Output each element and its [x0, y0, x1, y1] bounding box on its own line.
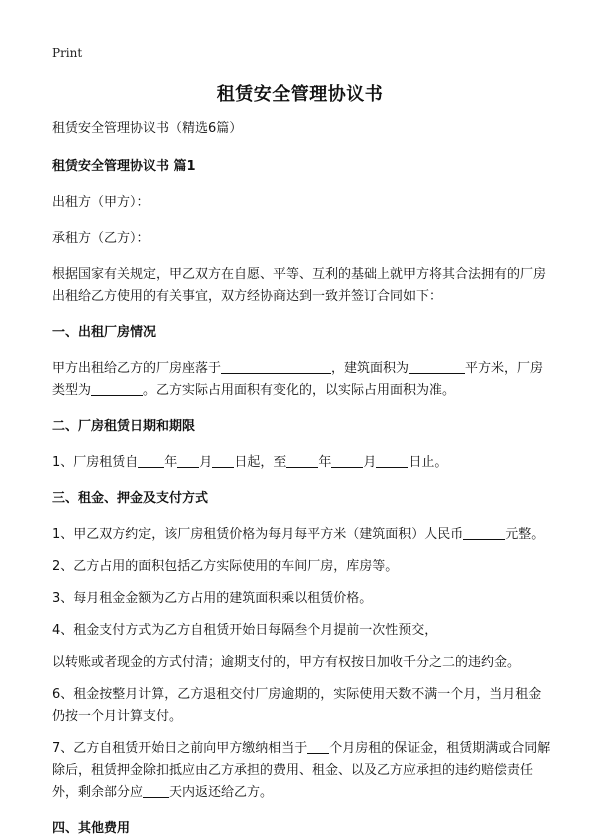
- section-3-item-3: 3、每月租金金额为乙方占用的建筑面积乘以租赁价格。: [52, 591, 373, 606]
- print-link[interactable]: Print: [52, 46, 83, 60]
- text-segment: 元整。: [505, 527, 545, 542]
- blank-type: [91, 381, 143, 396]
- blank-end-month: [331, 453, 363, 468]
- blank-start-month: [177, 453, 199, 468]
- section-2-paragraph: [52, 452, 552, 474]
- text-segment: 7、乙方自租赁开始日之前向甲方缴纳相当于: [52, 741, 308, 756]
- text-segment: 。乙方实际占用面积有变化的，以实际占用面积为准。: [143, 383, 456, 398]
- section-3-heading: 三、租金、押金及支付方式: [52, 491, 209, 506]
- lessee-line: 承租方（乙方）：: [52, 231, 150, 246]
- text-segment: 日止。: [408, 455, 448, 470]
- text-segment: 月: [363, 455, 377, 470]
- blank-area: [409, 359, 465, 374]
- document-subtitle: 租赁安全管理协议书（精选6篇）: [52, 121, 243, 136]
- section-1-heading: 一、出租厂房情况: [52, 325, 157, 340]
- section-3-item-2: 2、乙方占用的面积包括乙方实际使用的车间厂房，库房等。: [52, 559, 399, 574]
- article-heading: 租赁安全管理协议书 篇1: [52, 159, 196, 174]
- document-title: 租赁安全管理协议书: [216, 84, 384, 105]
- section-3-item-1: [52, 524, 552, 546]
- lessor-line: 出租方（甲方）：: [52, 195, 150, 210]
- blank-price: [463, 525, 505, 540]
- text-segment: 1、甲乙双方约定，该厂房租赁价格为每月每平方米（建筑面积）人民币: [52, 527, 464, 542]
- blank-start-day: [212, 453, 234, 468]
- section-3-item-4: 4、租金支付方式为乙方自租赁开始日每隔叁个月提前一次性预交，: [52, 623, 438, 638]
- section-4-heading: 四、其他费用: [52, 821, 131, 836]
- blank-end-day: [376, 453, 408, 468]
- blank-start-year: [138, 453, 164, 468]
- text-segment: 1、厂房租赁自: [52, 455, 139, 470]
- text-segment: 日起，至: [234, 455, 287, 470]
- blank-return-days: [143, 783, 169, 798]
- blank-location: [221, 359, 331, 374]
- intro-paragraph: 根据国家有关规定，甲乙双方在自愿、平等、互利的基础上就甲方将其合法拥有的厂房出租给乙方使用的有关事宜，双方经协商达到一致并签订合同如下：: [52, 267, 547, 304]
- text-segment: ，建筑面积为: [331, 361, 410, 376]
- section-3-item-7: [52, 738, 552, 804]
- text-segment: 甲方出租给乙方的厂房座落于: [52, 361, 222, 376]
- text-segment: 个月房租的保证金，租赁期满或合同解除后，租赁押金除扣抵应由乙方承担的费用、租金、以及乙方应承担的违约赔偿责任外，剩余部分应: [52, 741, 551, 800]
- text-segment: 年: [164, 455, 178, 470]
- section-3-item-5: 以转账或者现金的方式付清；逾期支付的，甲方有权按日加收千分之二的违约金。: [52, 655, 521, 670]
- text-segment: 平方米，厂房类型为: [52, 361, 544, 398]
- section-3-item-6: 6、租金按整月计算，乙方退租交付厂房逾期的，实际使用天数不满一个月，当月租金仍按一个月计算支付。: [52, 687, 542, 724]
- text-segment: 年: [318, 455, 332, 470]
- blank-deposit-months: [307, 739, 329, 754]
- blank-end-year: [286, 453, 318, 468]
- section-2-heading: 二、厂房租赁日期和期限: [52, 419, 196, 434]
- document-body: [52, 118, 552, 840]
- text-segment: 月: [199, 455, 213, 470]
- section-1-paragraph: [52, 358, 552, 402]
- text-segment: 天内返还给乙方。: [169, 785, 274, 800]
